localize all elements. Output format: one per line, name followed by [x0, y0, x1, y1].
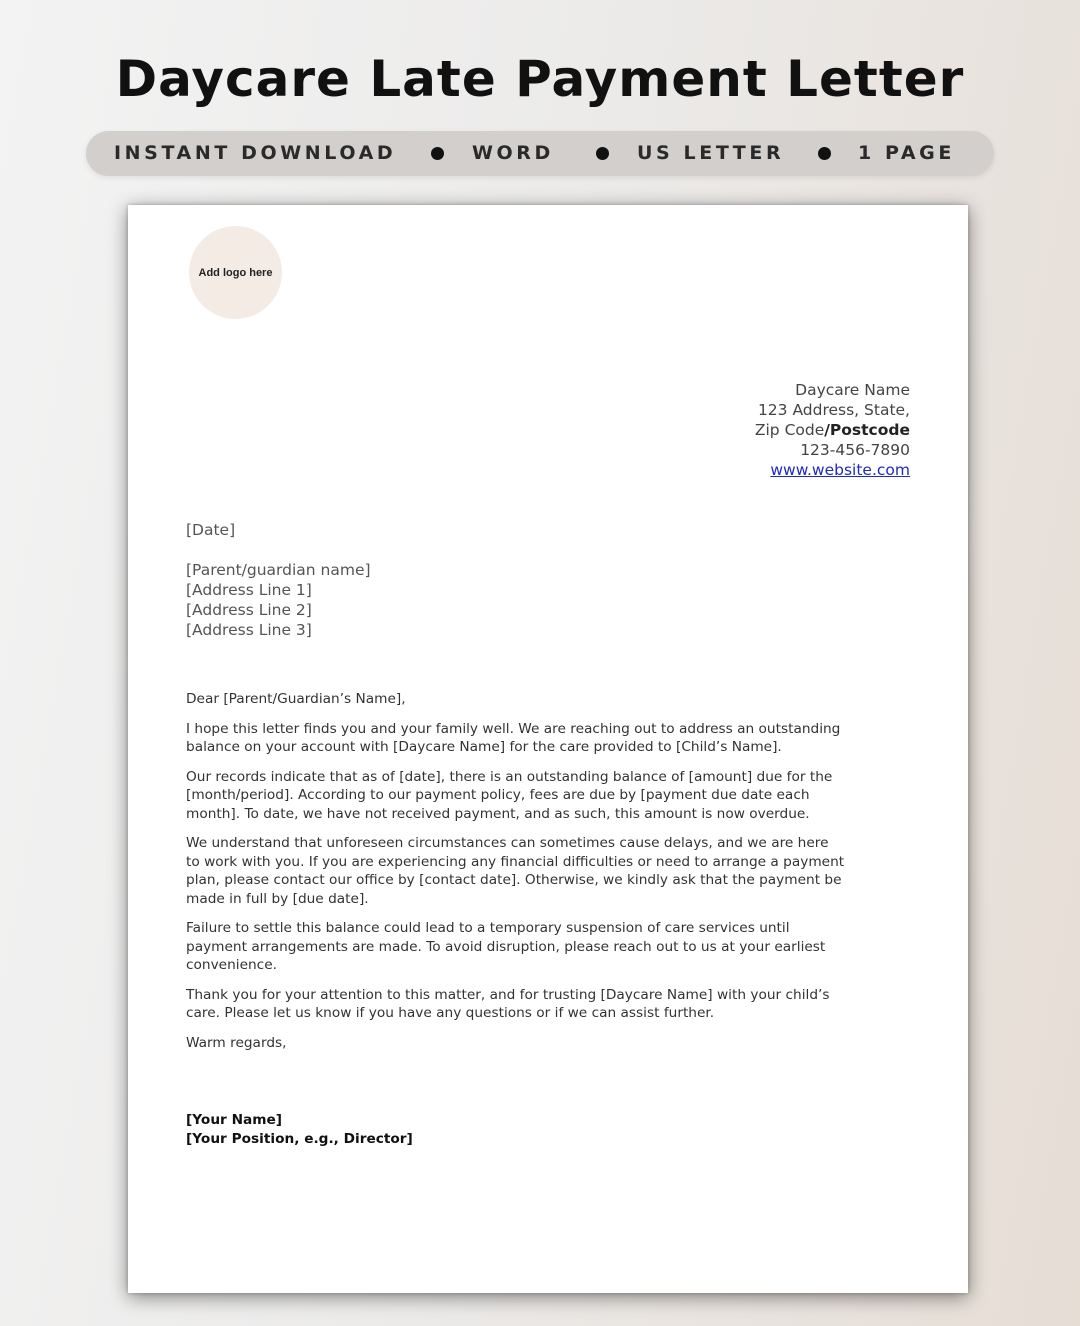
sender-zip-bold: /Postcode	[824, 421, 910, 439]
recipient-address-2: [Address Line 2]	[186, 601, 312, 619]
sender-website-link[interactable]: www.website.com	[770, 461, 910, 479]
sender-zip-prefix: Zip Code	[754, 421, 825, 439]
sender-zip	[755, 420, 910, 440]
paragraph: Our records indicate that as of [date], there is an outstanding balance of [amount] due for the [month/period]. According to our payment policy, fees are due by [payment due date each month]. To date, we have not received payment, and as such, this amount is now overdue.	[186, 768, 833, 822]
bullet-dot-icon	[596, 147, 609, 160]
recipient-block	[186, 560, 371, 640]
signature-name: [Your Name]	[186, 1112, 283, 1128]
bullet-dot-icon	[818, 147, 831, 160]
paragraph: Thank you for your attention to this matter, and for trusting [Daycare Name] with your child’s care. Please let us know if you have any questions or if we can assist further.	[186, 986, 830, 1021]
sender-block	[755, 380, 910, 480]
sender-phone: 123-456-7890	[800, 441, 910, 459]
recipient-name: [Parent/guardian name]	[186, 561, 371, 579]
logo-label: Add logo here	[198, 266, 273, 279]
feature-instant-download: INSTANT DOWNLOAD	[114, 142, 397, 164]
paragraph: I hope this letter finds you and your family well. We are reaching out to address an outstanding balance on your account with [Daycare Name] for the care provided to [Child’s Name].	[186, 720, 841, 755]
salutation: Dear [Parent/Guardian’s Name],	[186, 691, 406, 707]
paragraph: We understand that unforeseen circumstances can sometimes cause delays, and we are here to work with you. If you are experiencing any financial difficulties or need to arrange a payment plan, please contact our office by [contact date]. Otherwise, we kindly ask that the payment be made in full by [due date].	[186, 835, 845, 907]
signature-block	[186, 1111, 413, 1148]
letter-document	[128, 205, 968, 1293]
feature-bar	[86, 131, 994, 176]
logo-placeholder[interactable]	[189, 226, 282, 319]
paragraph: Failure to settle this balance could lead to a temporary suspension of care services until payment arrangements are made. To avoid disruption, please reach out to us at your earliest convenience.	[186, 920, 826, 973]
feature-one-page: 1 PAGE	[858, 142, 955, 164]
closing: Warm regards,	[186, 1034, 287, 1051]
feature-us-letter: US LETTER	[637, 142, 785, 164]
sender-name: Daycare Name	[795, 381, 910, 399]
recipient-address-3: [Address Line 3]	[186, 621, 312, 639]
letter-body	[186, 690, 914, 1063]
bullet-dot-icon	[431, 147, 444, 160]
recipient-address-1: [Address Line 1]	[186, 581, 312, 599]
signature-position: [Your Position, e.g., Director]	[186, 1130, 413, 1147]
letter-date: [Date]	[186, 521, 236, 539]
sender-address: 123 Address, State,	[757, 401, 910, 419]
feature-word: WORD	[472, 142, 554, 164]
page-title: Daycare Late Payment Letter	[115, 50, 965, 108]
